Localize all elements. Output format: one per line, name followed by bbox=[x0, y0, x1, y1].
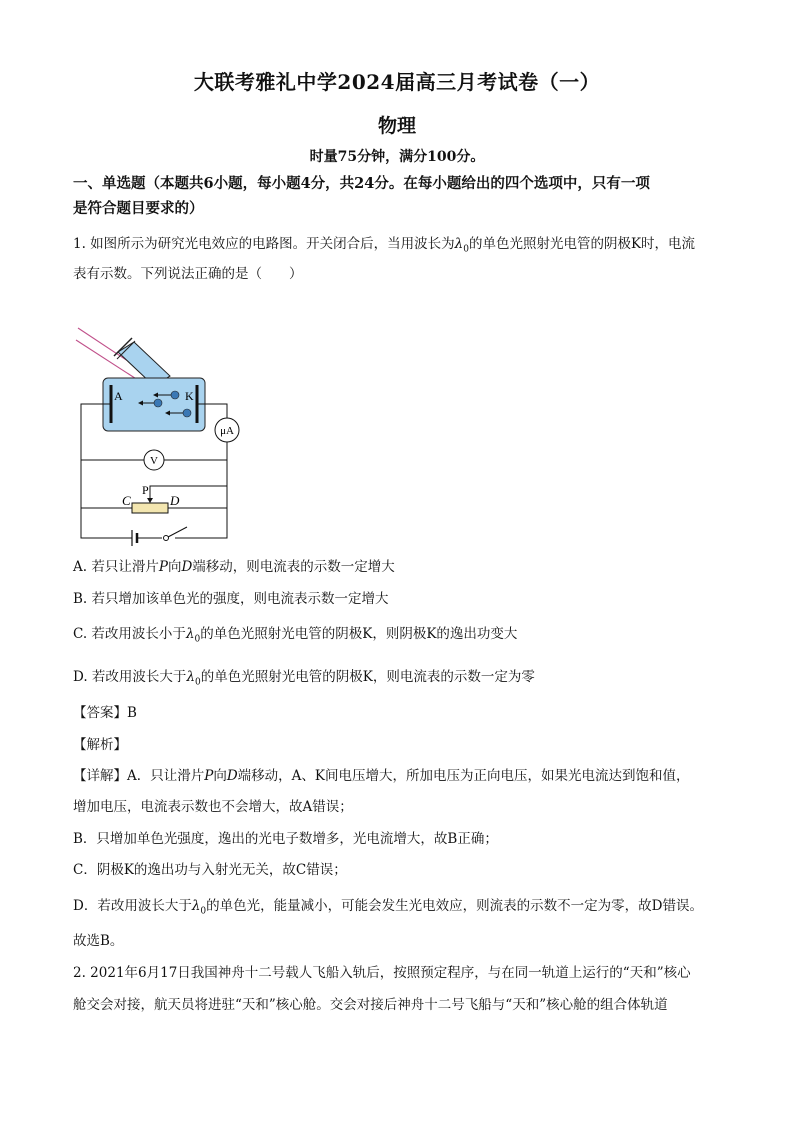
q1-detail-line4: C．阴极K的逸出功与入射光无关，故C错误； bbox=[73, 862, 347, 878]
q1-detail-line1: 【详解】A．只让滑片P向D端移动，A、K间电压增大，所加电压为正向电压，如果光电流达到饱和值， bbox=[73, 768, 690, 784]
rheostat-d-label: D bbox=[170, 493, 180, 508]
q2-stem-line2: 舱交会对接，航天员将进驻“天和”核心舱。交会对接后神舟十二号飞船与“天和”核心舱的组合体轨道 bbox=[73, 997, 668, 1013]
q1-option-a: A. 若只让滑片P向D端移动，则电流表的示数一定增大 bbox=[73, 559, 395, 575]
section-heading-line2: 是符合题目要求的） bbox=[73, 200, 204, 217]
q1-answer: 【答案】B bbox=[73, 705, 137, 721]
voltmeter-label: V bbox=[150, 455, 158, 467]
anode-label: A bbox=[114, 389, 123, 403]
q1-option-b: B. 若只增加该单色光的强度，则电流表示数一定增大 bbox=[73, 591, 389, 607]
q1-stem-line2: 表有示数。下列说法正确的是（ ） bbox=[73, 266, 303, 282]
subject-title: 物理 bbox=[377, 115, 416, 137]
rheostat-c-label: C bbox=[122, 493, 131, 508]
section-heading-line1: 一、单选题（本题共6小题，每小题4分，共24分。在每小题给出的四个选项中，只有一项 bbox=[73, 175, 650, 192]
microammeter-label: μA bbox=[220, 425, 234, 437]
lambda-symbol: $\lambda_0$ bbox=[454, 236, 469, 255]
q2-stem-line1: 2. 2021年6月17日我国神舟十二号载人飞船入轨后，按照预定程序，与在同一轨道上运行的“天和”核心 bbox=[73, 965, 691, 981]
q1-conclusion: 故选B。 bbox=[73, 933, 124, 949]
battery bbox=[132, 530, 137, 546]
q1-detail-line3: B．只增加单色光强度，逸出的光电子数增多，光电流增大，故B正确； bbox=[73, 831, 498, 847]
q1-option-c: C. 若改用波长小于$\lambda_0$的单色光照射光电管的阴极K，则阴极K的逸出功变大 bbox=[73, 626, 518, 645]
rheostat bbox=[132, 503, 168, 513]
q1-detail-line2: 增加电压，电流表示数也不会增大，故A错误； bbox=[73, 799, 353, 815]
q1-stem-line1: 1. 如图所示为研究光电效应的电路图。开关闭合后，当用波长为$\lambda_0$的单色光照射光电管的阴极K时，电流 bbox=[73, 236, 696, 255]
slider-p-label: P bbox=[142, 483, 149, 497]
section-heading bbox=[73, 171, 733, 221]
q1-detail-line5: D．若改用波长大于$\lambda_0$的单色光，能量减小，可能会发生光电效应，则流表的示数不一定为零，故D错误。 bbox=[73, 898, 703, 917]
q1-option-d: D. 若改用波长大于$\lambda_0$的单色光照射光电管的阴极K，则电流表的示数一定为零 bbox=[73, 669, 535, 688]
time-note: 时量75分钟，满分100分。 bbox=[309, 149, 485, 165]
photoelectric-circuit-diagram bbox=[72, 318, 252, 548]
q1-analysis-label: 【解析】 bbox=[73, 737, 127, 753]
exam-title: 大联考雅礼中学2024届高三月考试卷（一） bbox=[193, 70, 601, 94]
slider-arrow bbox=[147, 498, 153, 503]
cathode-label: K bbox=[185, 389, 194, 403]
